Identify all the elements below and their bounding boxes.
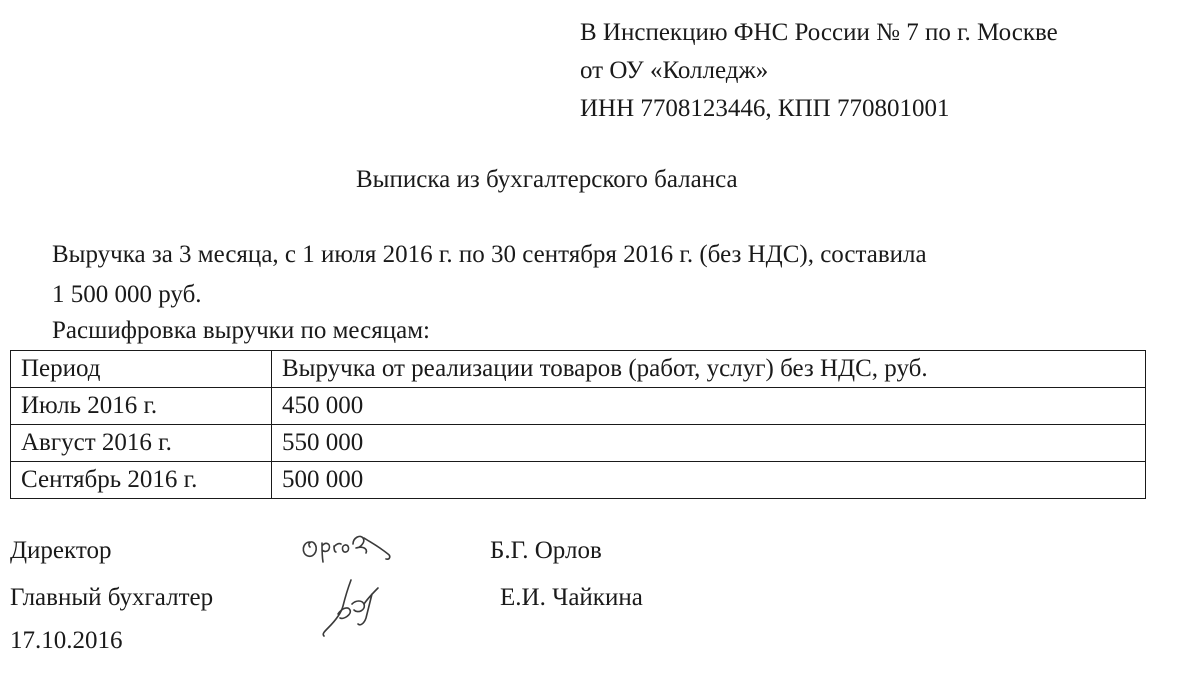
period-cell: Сентябрь 2016 г. [11,462,272,499]
accountant-label: Главный бухгалтер [10,584,214,611]
column-header-revenue: Выручка от реализации товаров (работ, услуг) без НДС, руб. [272,351,1146,388]
addressee-line-1: В Инспекцию ФНС России № 7 по г. Москве [580,19,1058,46]
addressee-line-3: ИНН 7708123446, КПП 770801001 [580,95,950,122]
document-date: 17.10.2016 [10,627,123,654]
document-title: Выписка из бухгалтерского баланса [356,166,738,193]
breakdown-heading: Расшифровка выручки по месяцам: [52,317,430,344]
director-label: Директор [10,537,112,564]
addressee-line-2: от ОУ «Колледж» [580,57,769,84]
period-cell: Июль 2016 г. [11,388,272,425]
table-row [11,388,1146,425]
table-header-row [11,351,1146,388]
table-row [11,462,1146,499]
addressee-block [580,14,1058,128]
revenue-summary-line-1: Выручка за 3 месяца, с 1 июля 2016 г. по 30 сентября 2016 г. (без НДС), составила [52,241,927,268]
amount-cell: 550 000 [272,425,1146,462]
column-header-period: Период [11,351,272,388]
accountant-signature [318,574,390,644]
director-signature [298,528,398,566]
revenue-table [10,350,1146,499]
accountant-name: Е.И. Чайкина [500,584,643,611]
director-name: Б.Г. Орлов [490,537,602,564]
revenue-summary-line-2: 1 500 000 руб. [52,281,202,308]
table-row [11,425,1146,462]
amount-cell: 500 000 [272,462,1146,499]
period-cell: Август 2016 г. [11,425,272,462]
amount-cell: 450 000 [272,388,1146,425]
